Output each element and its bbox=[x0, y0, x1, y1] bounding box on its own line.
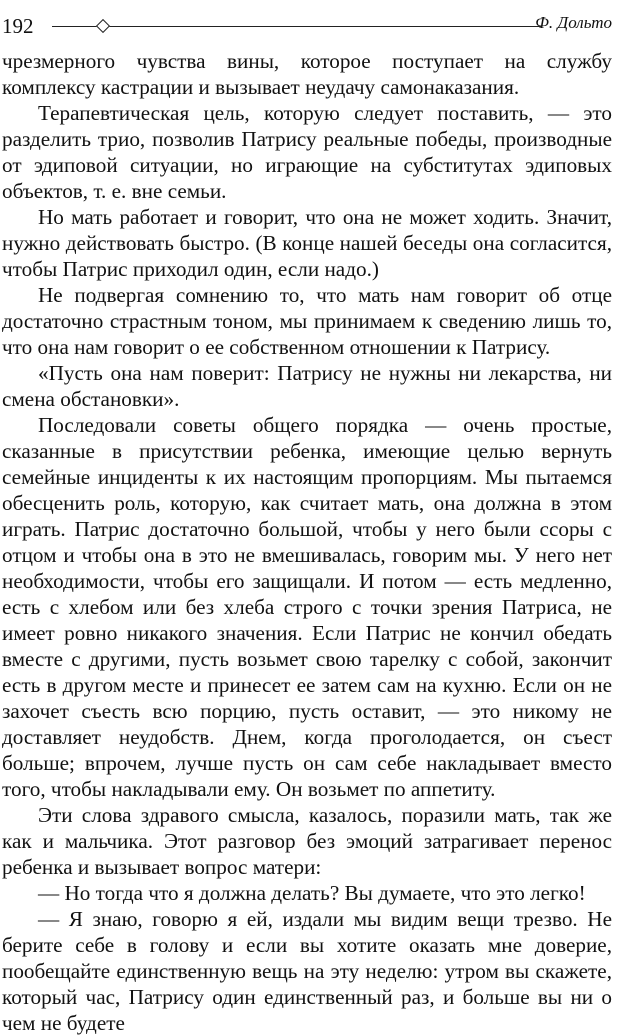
paragraph: Терапевтическая цель, которую следует поставить, — это разделить трио, позволив Патрису реальные победы, производные от эдиповой ситуации, но играющие на субститутах эдиповых объектов, т. е. вне семьи. bbox=[2, 101, 612, 203]
paragraph: Последовали советы общего порядка — очень простые, сказанные в присутствии ребенка, имеющие целью вернуть семейные инциденты к их настоящим пропорциям. Мы пытаемся обесценить роль, которую, как считает мать, она должна в этом играть. Патрис достаточно большой, чтобы у него были ссоры с отцом и чтобы она в это не вмешивалась, говорим мы. У него нет необходимости, чтобы его защищали. И потом — есть медленно, есть с хлебом или без хлеба строго с точки зрения Патриса, не имеет ровно никакого значения. Если Патрис не кончил обедать вместе с другими, пусть возьмет свою тарелку с собой, закончит есть в другом месте и принесет ее затем сам на кухню. Если он не захочет съесть всю порцию, пусть оставит, — это никому не доставляет неудобств. Днем, когда проголодается, он съест больше; впрочем, лучше пусть он сам себе накладывает вместо того, чтобы накладывали ему. Он возьмет по аппетиту. bbox=[2, 413, 612, 801]
body-text bbox=[2, 48, 612, 1036]
paragraph: «Пусть она нам поверит: Патрису не нужны ни лекарства, ни смена обстановки». bbox=[2, 361, 612, 411]
header-rule bbox=[52, 26, 542, 27]
paragraph: Но мать работает и говорит, что она не может ходить. Значит, нужно действовать быстро. (В конце нашей беседы она согласится, чтобы Патрис приходил один, если надо.) bbox=[2, 205, 612, 281]
paragraph: Эти слова здравого смысла, казалось, поразили мать, так же как и мальчика. Этот разговор без эмоций затрагивает перенос ребенка и вызывает вопрос матери: bbox=[2, 803, 612, 879]
paragraph: — Но тогда что я должна делать? Вы думаете, что это легко! bbox=[38, 881, 586, 905]
page-number: 192 bbox=[2, 14, 34, 38]
paragraph: чрезмерного чувства вины, которое поступает на службу комплексу кастрации и вызывает неудачу самонаказания. bbox=[2, 49, 612, 99]
diamond-ornament-icon bbox=[96, 19, 110, 33]
paragraph: Не подвергая сомнению то, что мать нам говорит об отце достаточно страстным тоном, мы принимаем к сведению лишь то, что она нам говорит о ее собственном отношении к Патрису. bbox=[2, 283, 612, 359]
paragraph: — Я знаю, говорю я ей, издали мы видим вещи трезво. Не берите себе в голову и если вы хотите оказать мне доверие, пообещайте единственную вещь на эту неделю: утром вы скажете, который час, Патрису один единственный раз, и больше вы ни о чем не будете bbox=[2, 907, 612, 1035]
running-head-author: Ф. Дольто bbox=[535, 13, 612, 32]
page-header bbox=[0, 8, 612, 38]
